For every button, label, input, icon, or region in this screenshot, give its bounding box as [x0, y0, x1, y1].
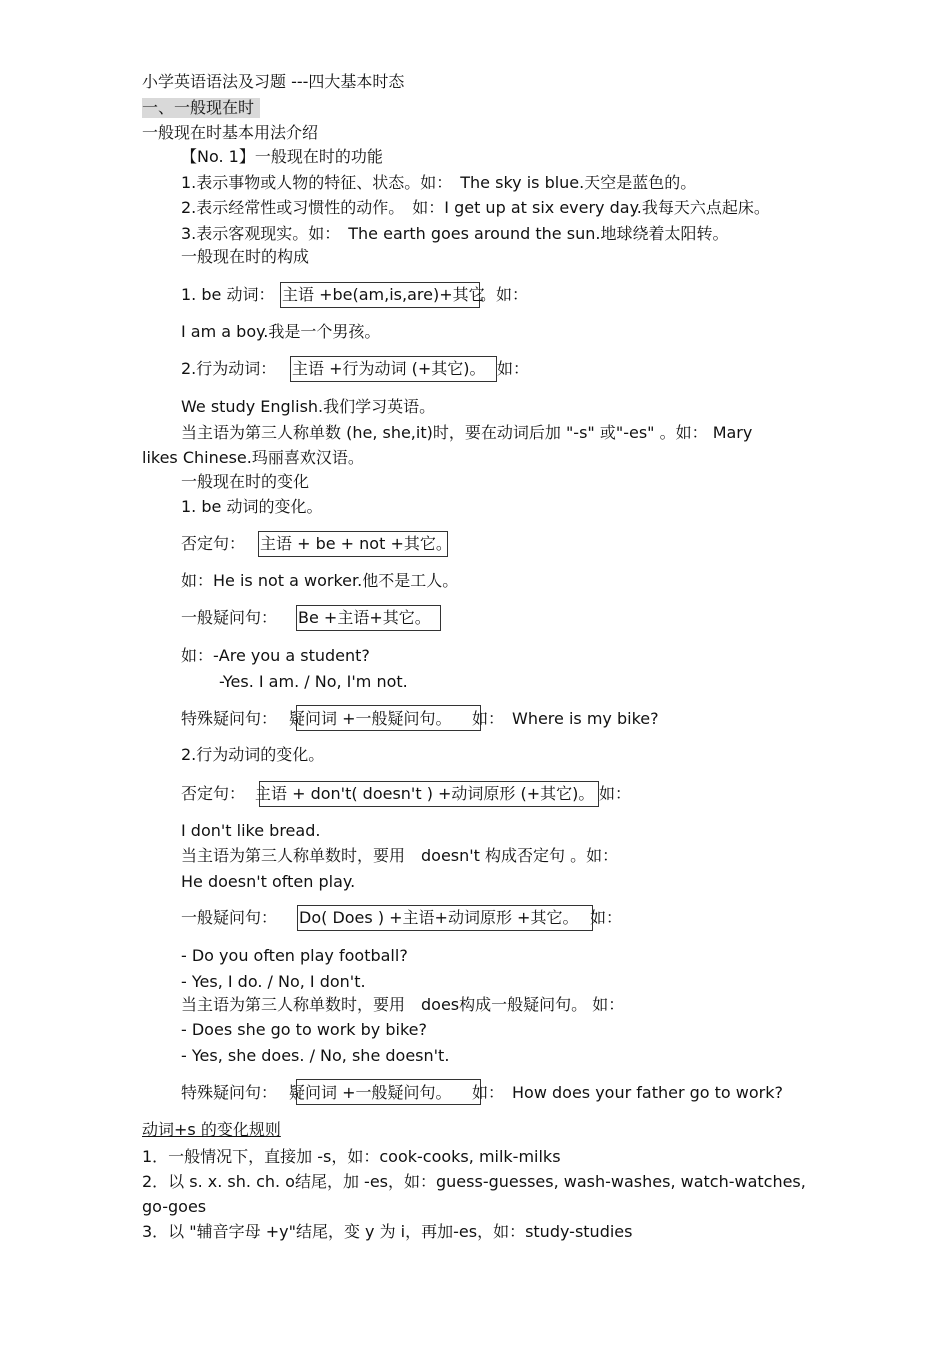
verb-wh-question-label: 特殊疑问句：: [181, 1083, 278, 1102]
verb-wh-question-formula: 疑问词 +一般疑问句。: [289, 1083, 452, 1102]
verb-rule-suffix: 如：: [497, 359, 530, 378]
document-title: 小学英语语法及习题 ---四大基本时态: [142, 72, 405, 91]
third-person-note: 当主语为第三人称单数 (he, she,it)时，要在动词后加 "-s" 或"-es" 。如： Mary: [181, 423, 753, 442]
rules-heading: 动词+s 的变化规则: [142, 1120, 281, 1139]
verb-negative-third-note: 当主语为第三人称单数时，要用 doesn't 构成否定句 。如：: [181, 846, 619, 865]
question-formula: Be +主语+其它。: [298, 608, 431, 627]
verb-question-example-1: - Do you often play football?: [181, 946, 408, 965]
question-label: 一般疑问句：: [181, 608, 278, 627]
verb-negative-third-example: He doesn't often play.: [181, 872, 356, 891]
structure-heading: 一般现在时的构成: [181, 247, 310, 266]
wh-question-formula: 疑问词 +一般疑问句。: [289, 709, 452, 728]
verb-question-third-example-2: - Yes, she does. / No, she doesn't.: [181, 1046, 450, 1065]
rule-3: 3．以 "辅音字母 +y"结尾，变 y 为 i，再加-es，如：study-studies: [142, 1222, 633, 1241]
be-rule-example: I am a boy.我是一个男孩。: [181, 322, 381, 341]
be-rule-label: 1. be 动词：: [181, 285, 275, 304]
question-example-1: 如：-Are you a student?: [181, 646, 370, 665]
verb-rule-example: We study English.我们学习英语。: [181, 397, 436, 416]
verb-negative-suffix: 如：: [599, 784, 632, 803]
rule-2-cont: go-goes: [142, 1197, 207, 1216]
verb-negative-example: I don't like bread.: [181, 821, 321, 840]
verb-rule-formula: 主语 +行为动词 (+其它)。: [292, 359, 486, 378]
rule-1: 1．一般情况下，直接加 -s，如：cook-cooks, milk-milks: [142, 1147, 561, 1166]
be-rule-suffix: 。如：: [480, 285, 529, 304]
intro-heading: 一般现在时基本用法介绍: [142, 123, 319, 142]
verb-wh-question-example: 如： How does your father go to work?: [472, 1083, 784, 1102]
verb-negative-formula: 主语 + don't( doesn't ) +动词原形 (+其它)。: [255, 784, 595, 803]
function-item-1: 1.表示事物或人物的特征、状态。如： The sky is blue.天空是蓝色的。: [181, 173, 697, 192]
verb-rule-label: 2.行为动词：: [181, 359, 277, 378]
negative-formula: 主语 + be + not +其它。: [260, 534, 452, 553]
verb-negative-label: 否定句：: [181, 784, 246, 803]
verb-question-suffix: 如：: [590, 908, 623, 927]
verb-question-example-2: - Yes, I do. / No, I don't.: [181, 972, 366, 991]
wh-question-label: 特殊疑问句：: [181, 709, 278, 728]
verb-question-third-note: 当主语为第三人称单数时，要用 does构成一般疑问句。 如：: [181, 995, 625, 1014]
section-heading: 一、一般现在时: [142, 98, 260, 118]
change-heading: 一般现在时的变化: [181, 472, 310, 491]
verb-question-third-example-1: - Does she go to work by bike?: [181, 1020, 427, 1039]
wh-question-example: 如： Where is my bike?: [472, 709, 659, 728]
verb-change-heading: 2.行为动词的变化。: [181, 745, 325, 764]
function-item-2: 2.表示经常性或习惯性的动作。 如：I get up at six every day.我每天六点起床。: [181, 198, 770, 217]
be-change-heading: 1. be 动词的变化。: [181, 497, 323, 516]
negative-example: 如：He is not a worker.他不是工人。: [181, 571, 459, 590]
verb-question-formula: Do( Does ) +主语+动词原形 +其它。: [299, 908, 579, 927]
third-person-note-cont: likes Chinese.玛丽喜欢汉语。: [142, 448, 364, 467]
rule-2: 2．以 s. x. sh. ch. o结尾，加 -es，如：guess-guesses, wash-washes, watch-watches,: [142, 1172, 806, 1191]
be-rule-formula: 主语 +be(am,is,are)+其它: [282, 285, 485, 304]
function-heading: 【No. 1】一般现在时的功能: [181, 147, 383, 166]
function-item-3: 3.表示客观现实。如： The earth goes around the sun.地球绕着太阳转。: [181, 224, 729, 243]
verb-question-label: 一般疑问句：: [181, 908, 278, 927]
negative-label: 否定句：: [181, 534, 246, 553]
question-example-2: -Yes. I am. / No, I'm not.: [219, 672, 408, 691]
